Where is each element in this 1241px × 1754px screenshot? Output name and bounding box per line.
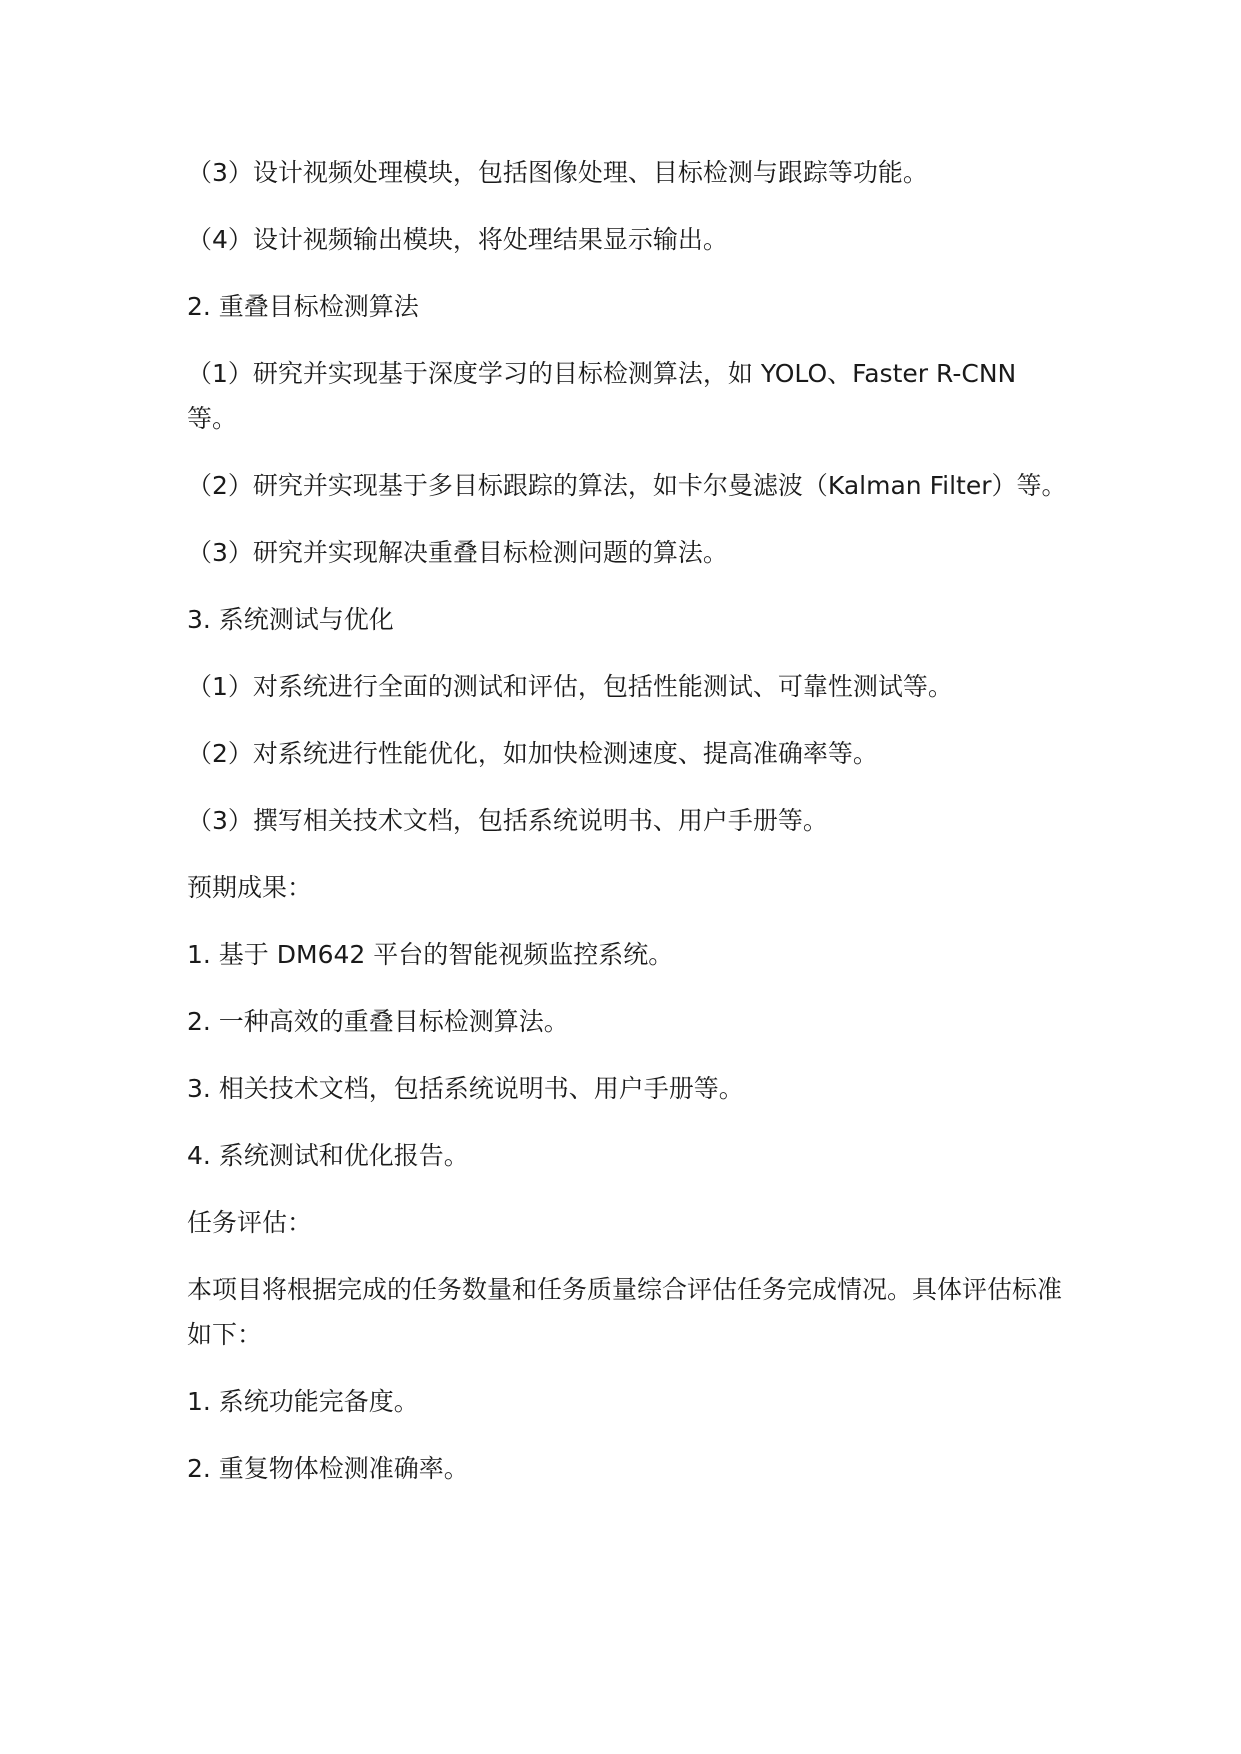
list-item-criterion-2: 2. 重复物体检测准确率。 [187,1454,469,1483]
section-heading-task-evaluation: 任务评估： [187,1208,313,1237]
section-heading-expected-results: 预期成果： [187,873,313,902]
paragraph-multi-target-tracking: （2）研究并实现基于多目标跟踪的算法，如卡尔曼滤波（Kalman Filter）等。 [187,471,1067,500]
paragraph-video-processing-module: （3）设计视频处理模块，包括图像处理、目标检测与跟踪等功能。 [187,158,928,187]
section-heading-testing-optimization: 3. 系统测试与优化 [187,605,394,634]
list-item-criterion-1: 1. 系统功能完备度。 [187,1387,419,1416]
paragraph-evaluation-description: 本项目将根据完成的任务数量和任务质量综合评估任务完成情况。具体评估标准如下： [187,1275,1063,1349]
section-heading-overlap-detection: 2. 重叠目标检测算法 [187,292,419,321]
paragraph-deep-learning-detection: （1）研究并实现基于深度学习的目标检测算法，如 YOLO、Faster R-CNN 等。 [187,359,1017,433]
list-item-result-4: 4. 系统测试和优化报告。 [187,1141,469,1170]
paragraph-performance-optimization: （2）对系统进行性能优化，如加快检测速度、提高准确率等。 [187,739,878,768]
paragraph-system-testing: （1）对系统进行全面的测试和评估，包括性能测试、可靠性测试等。 [187,672,953,701]
list-item-result-3: 3. 相关技术文档，包括系统说明书、用户手册等。 [187,1074,744,1103]
paragraph-overlap-algorithm: （3）研究并实现解决重叠目标检测问题的算法。 [187,538,728,567]
list-item-result-2: 2. 一种高效的重叠目标检测算法。 [187,1007,569,1036]
paragraph-technical-docs: （3）撰写相关技术文档，包括系统说明书、用户手册等。 [187,806,828,835]
paragraph-video-output-module: （4）设计视频输出模块，将处理结果显示输出。 [187,225,728,254]
document-body [187,150,1067,1513]
list-item-result-1: 1. 基于 DM642 平台的智能视频监控系统。 [187,940,674,969]
